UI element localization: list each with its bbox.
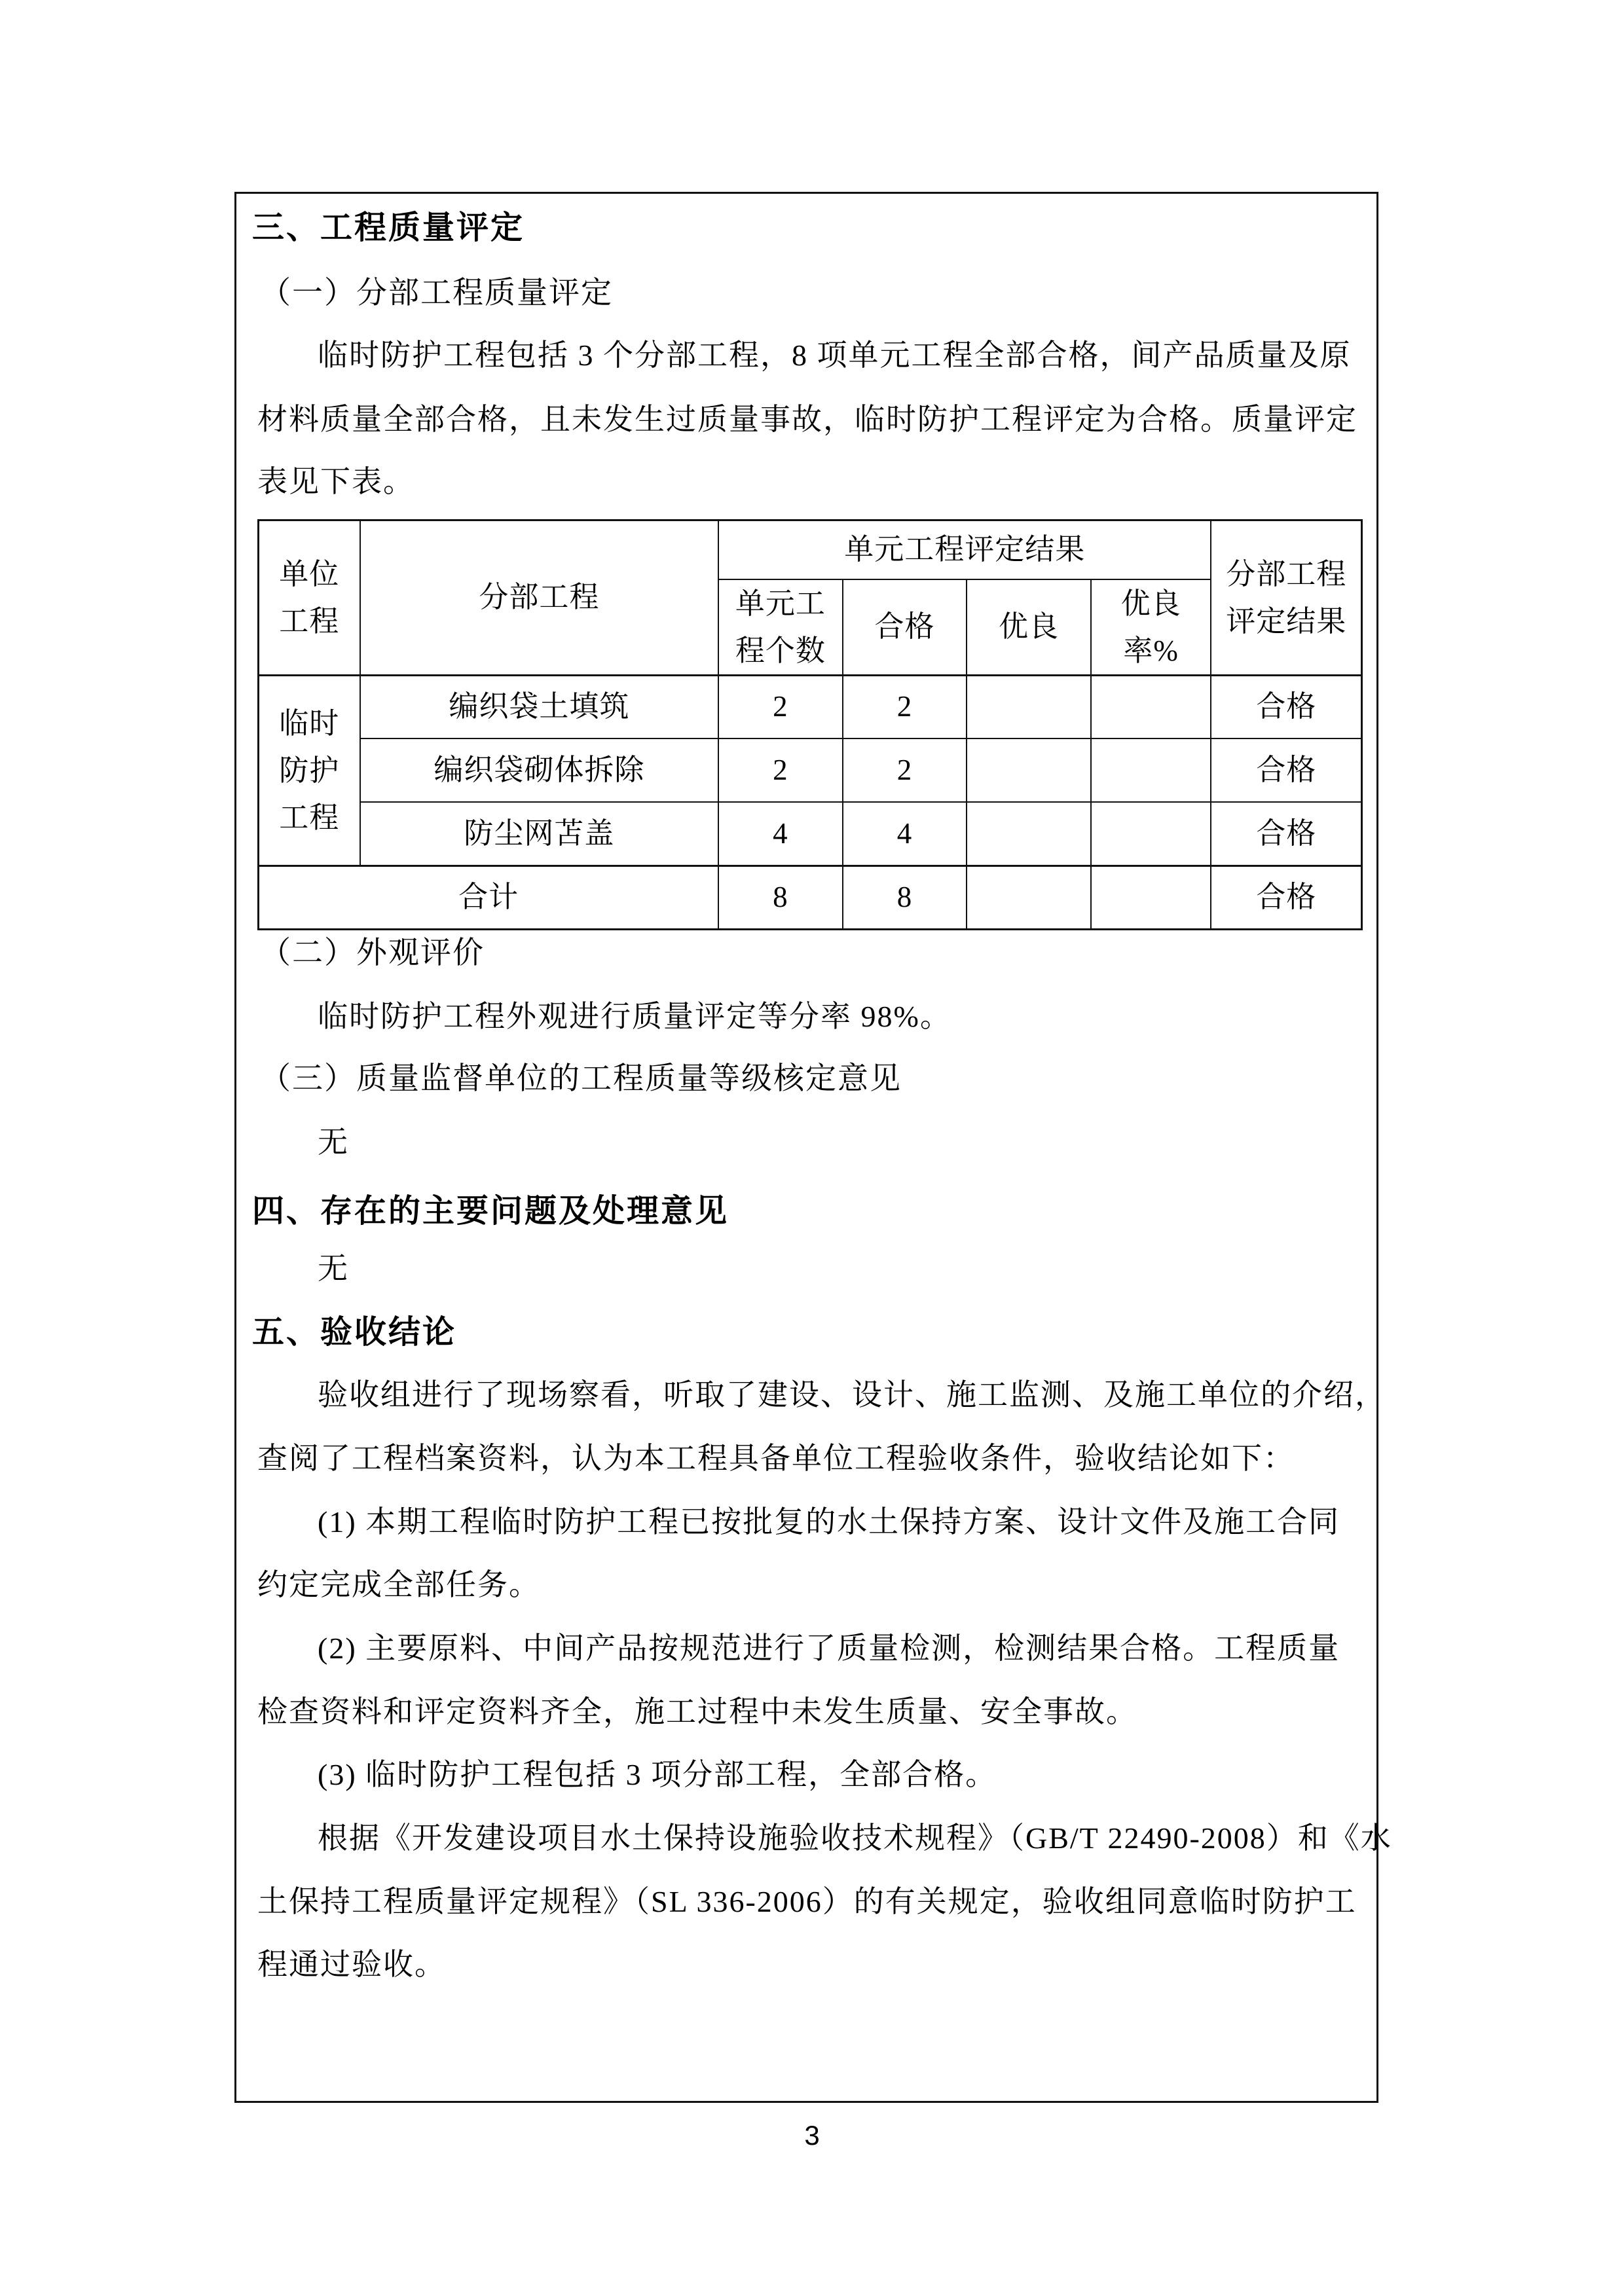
table-header-unit-project-line2: 工程 [279,604,340,638]
table-row-2-qualified: 2 [843,738,967,802]
section-heading-4: 四、存在的主要问题及处理意见 [252,1193,729,1229]
table-row-2-count: 2 [718,738,843,802]
table-row-1-qualified: 2 [843,675,967,738]
subsection-heading-3-3: （三）质量监督单位的工程质量等级核定意见 [260,1062,902,1096]
table-header-unit-count-line1: 单元工 [735,587,826,620]
conclusion-item-3-line-1: (3) 临时防护工程包括 3 项分部工程，全部合格。 [318,1758,997,1791]
table-header-excellent-rate-line2: 率% [1123,634,1179,667]
table-total-label: 合计 [259,866,719,929]
table-row-group-label-line2: 防护 [279,754,340,787]
table-header-unit-project-line1: 单位 [279,557,340,591]
table-header-excellent-rate-line1: 优良 [1120,587,1181,620]
paragraph-2-line-1: 临时防护工程外观进行质量评定等分率 98%。 [318,1000,951,1033]
table-row-3-excellent-rate [1091,802,1211,866]
table-row-2-excellent-rate [1091,738,1211,802]
conclusion-item-1-line-1: (1) 本期工程临时防护工程已按批复的水土保持方案、设计文件及施工合同 [318,1505,1340,1539]
subsection-heading-3-2: （二）外观评价 [260,936,485,970]
table-row-3-count: 4 [718,802,843,866]
table-row-1-excellent-rate [1091,675,1211,738]
table-row-group-label-line3: 工程 [279,801,340,834]
table-header-group-result-line1: 分部工程 [1226,557,1347,591]
paragraph-5-line-1: 验收组进行了现场察看，听取了建设、设计、施工监测、及施工单位的介绍， [318,1378,1386,1412]
paragraph-5-line-2: 查阅了工程档案资料，认为本工程具备单位工程验收条件，验收结论如下： [257,1442,1295,1475]
table-row-1-count: 2 [718,675,843,738]
table-row-group-label-line1: 临时 [279,706,340,740]
table-row-2-name: 编织袋砌体拆除 [360,738,719,802]
table-row-1-excellent [967,675,1091,738]
table-row-3-result: 合格 [1211,802,1361,866]
paragraph-1-line-3: 表见下表。 [257,465,415,498]
table-row-3-excellent [967,802,1091,866]
paragraph-1-line-1: 临时防护工程包括 3 个分部工程，8 项单元工程全部合格，间产品质量及原 [318,338,1352,372]
closing-paragraph-line-2: 土保持工程质量评定规程》（SL 336-2006）的有关规定，验收组同意临时防护工 [257,1885,1357,1918]
table-header-excellent: 优良 [967,579,1091,676]
table-total-qualified: 8 [843,866,967,929]
table-header-group-result-line2: 评定结果 [1226,604,1347,638]
table-row-3-qualified: 4 [843,802,967,866]
table-total-excellent-rate [1091,866,1211,929]
table-total-excellent [967,866,1091,929]
table-row-1-result: 合格 [1211,675,1361,738]
table-row-2-excellent [967,738,1091,802]
table-row-2-result: 合格 [1211,738,1361,802]
table-header-unit-count [718,579,843,676]
table-header-unit-result-group: 单元工程评定结果 [718,520,1211,579]
section-heading-5: 五、验收结论 [252,1314,457,1350]
paragraph-1-line-2: 材料质量全部合格，且未发生过质量事故，临时防护工程评定为合格。质量评定 [257,403,1357,436]
page-number: 3 [804,2120,820,2151]
table-header-qualified: 合格 [843,579,967,676]
conclusion-item-2-line-2: 检查资料和评定资料齐全，施工过程中未发生质量、安全事故。 [257,1695,1137,1728]
table-header-excellent-rate [1091,579,1211,676]
paragraph-4-none: 无 [318,1252,349,1285]
page-border-frame [234,192,1392,2103]
quality-evaluation-table [257,519,1363,930]
table-header-group-result [1211,520,1361,676]
conclusion-item-1-line-2: 约定完成全部任务。 [257,1568,540,1601]
paragraph-3-none: 无 [318,1125,349,1159]
table-header-sub-project: 分部工程 [360,520,719,676]
table-row-3-name: 防尘网苫盖 [360,802,719,866]
closing-paragraph-line-1: 根据《开发建设项目水土保持设施验收技术规程》（GB/T 22490-2008）和《水 [318,1821,1392,1855]
table-header-unit-count-line2: 程个数 [735,634,826,667]
table-row-1-name: 编织袋土填筑 [360,675,719,738]
table-total-result: 合格 [1211,866,1361,929]
table-header-unit-project [259,520,360,676]
subsection-heading-3-1: （一）分部工程质量评定 [260,276,613,310]
conclusion-item-2-line-1: (2) 主要原料、中间产品按规范进行了质量检测，检测结果合格。工程质量 [318,1631,1340,1665]
table-total-count: 8 [718,866,843,929]
table-row-group-label [259,675,360,866]
section-heading-3: 三、工程质量评定 [252,210,525,246]
closing-paragraph-line-3: 程通过验收。 [257,1948,446,1981]
